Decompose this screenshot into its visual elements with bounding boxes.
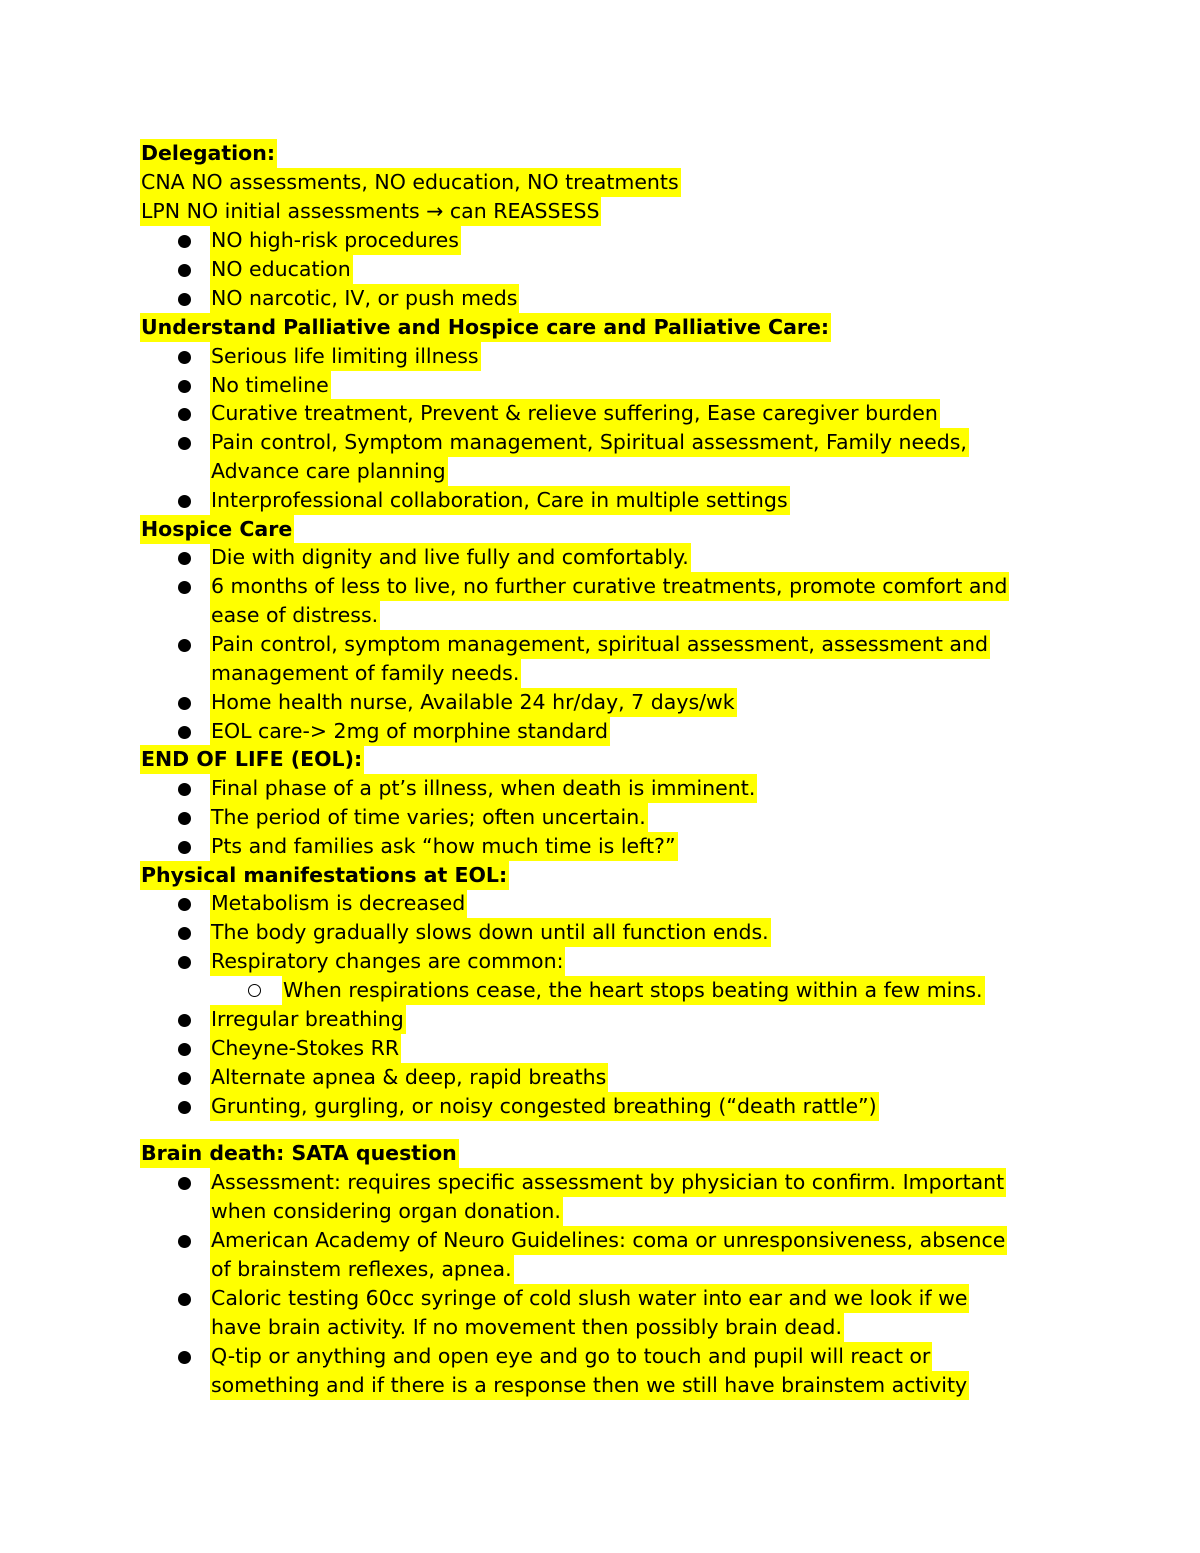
line-text: Respiratory changes are common: xyxy=(210,947,565,976)
bullet-icon xyxy=(178,581,191,594)
line-text: EOL care-> 2mg of morphine standard xyxy=(210,717,610,746)
line-text: Metabolism is decreased xyxy=(210,889,467,918)
bullet-icon xyxy=(178,812,191,825)
bullet-icon xyxy=(178,408,191,421)
bullet-icon xyxy=(178,1014,191,1027)
bullet-icon xyxy=(178,380,191,393)
line-text: something and if there is a response then we still have brainstem activity xyxy=(210,1371,969,1400)
line-text: The body gradually slows down until all function ends. xyxy=(210,918,771,947)
bullet-icon xyxy=(178,1351,191,1364)
bullet-icon xyxy=(178,639,191,652)
bullet-icon xyxy=(178,264,191,277)
line-text: Pain control, Symptom management, Spiritual assessment, Family needs, xyxy=(210,428,969,457)
line-text: When respirations cease, the heart stops beating within a few mins. xyxy=(282,976,985,1005)
bullet-icon xyxy=(178,1072,191,1085)
bullet-icon xyxy=(178,841,191,854)
line-text: Q-tip or anything and open eye and go to touch and pupil will react or xyxy=(210,1342,932,1371)
line-text: of brainstem reflexes, apnea. xyxy=(210,1255,514,1284)
bullet-icon xyxy=(178,1043,191,1056)
line-text: Serious life limiting illness xyxy=(210,342,481,371)
bullet-icon xyxy=(178,783,191,796)
bullet-icon xyxy=(178,1235,191,1248)
line-text: Advance care planning xyxy=(210,457,448,486)
line-text: END OF LIFE (EOL): xyxy=(140,745,364,774)
line-text: Interprofessional collaboration, Care in multiple settings xyxy=(210,486,790,515)
line-text: Curative treatment, Prevent & relieve suffering, Ease caregiver burden xyxy=(210,399,940,428)
bullet-icon xyxy=(178,235,191,248)
line-text: NO education xyxy=(210,255,353,284)
line-text: management of family needs. xyxy=(210,659,521,688)
line-text: 6 months of less to live, no further curative treatments, promote comfort and xyxy=(210,572,1009,601)
line-text: have brain activity. If no movement then possibly brain dead. xyxy=(210,1313,844,1342)
line-text: Caloric testing 60cc syringe of cold slush water into ear and we look if we xyxy=(210,1284,969,1313)
line-text: Die with dignity and live fully and comfortably. xyxy=(210,543,691,572)
bullet-icon xyxy=(178,293,191,306)
bullet-icon xyxy=(178,1177,191,1190)
line-text: NO high-risk procedures xyxy=(210,226,461,255)
line-text: Alternate apnea & deep, rapid breaths xyxy=(210,1063,608,1092)
line-text: ease of distress. xyxy=(210,601,380,630)
bullet-icon xyxy=(178,898,191,911)
line-text: No timeline xyxy=(210,371,331,400)
bullet-icon xyxy=(178,1101,191,1114)
bullet-icon xyxy=(178,552,191,565)
line-text: CNA NO assessments, NO education, NO treatments xyxy=(140,168,681,197)
line-text: Irregular breathing xyxy=(210,1005,406,1034)
line-text: Pain control, symptom management, spiritual assessment, assessment and xyxy=(210,630,990,659)
line-text: when considering organ donation. xyxy=(210,1197,563,1226)
line-text: Delegation: xyxy=(140,139,277,168)
bullet-icon xyxy=(178,351,191,364)
sub-bullet-icon xyxy=(248,984,261,997)
bullet-icon xyxy=(178,1293,191,1306)
bullet-icon xyxy=(178,956,191,969)
bullet-icon xyxy=(178,495,191,508)
bullet-icon xyxy=(178,726,191,739)
bullet-icon xyxy=(178,927,191,940)
bullet-icon xyxy=(178,697,191,710)
line-text: American Academy of Neuro Guidelines: coma or unresponsiveness, absence xyxy=(210,1226,1007,1255)
line-text: Final phase of a pt’s illness, when death is imminent. xyxy=(210,774,757,803)
line-text: LPN NO initial assessments → can REASSESS xyxy=(140,197,601,226)
line-text: Brain death: SATA question xyxy=(140,1139,459,1168)
line-text: Understand Palliative and Hospice care and Palliative Care: xyxy=(140,313,831,342)
line-text: Hospice Care xyxy=(140,515,294,544)
line-text: Pts and families ask “how much time is left?” xyxy=(210,832,678,861)
line-text: NO narcotic, IV, or push meds xyxy=(210,284,519,313)
line-text: Cheyne-Stokes RR xyxy=(210,1034,401,1063)
line-text: The period of time varies; often uncertain. xyxy=(210,803,648,832)
line-text: Assessment: requires specific assessment by physician to confirm. Important xyxy=(210,1168,1006,1197)
bullet-icon xyxy=(178,437,191,450)
line-text: Grunting, gurgling, or noisy congested breathing (“death rattle”) xyxy=(210,1092,879,1121)
line-text: Home health nurse, Available 24 hr/day, 7 days/wk xyxy=(210,688,737,717)
line-text: Physical manifestations at EOL: xyxy=(140,861,509,890)
